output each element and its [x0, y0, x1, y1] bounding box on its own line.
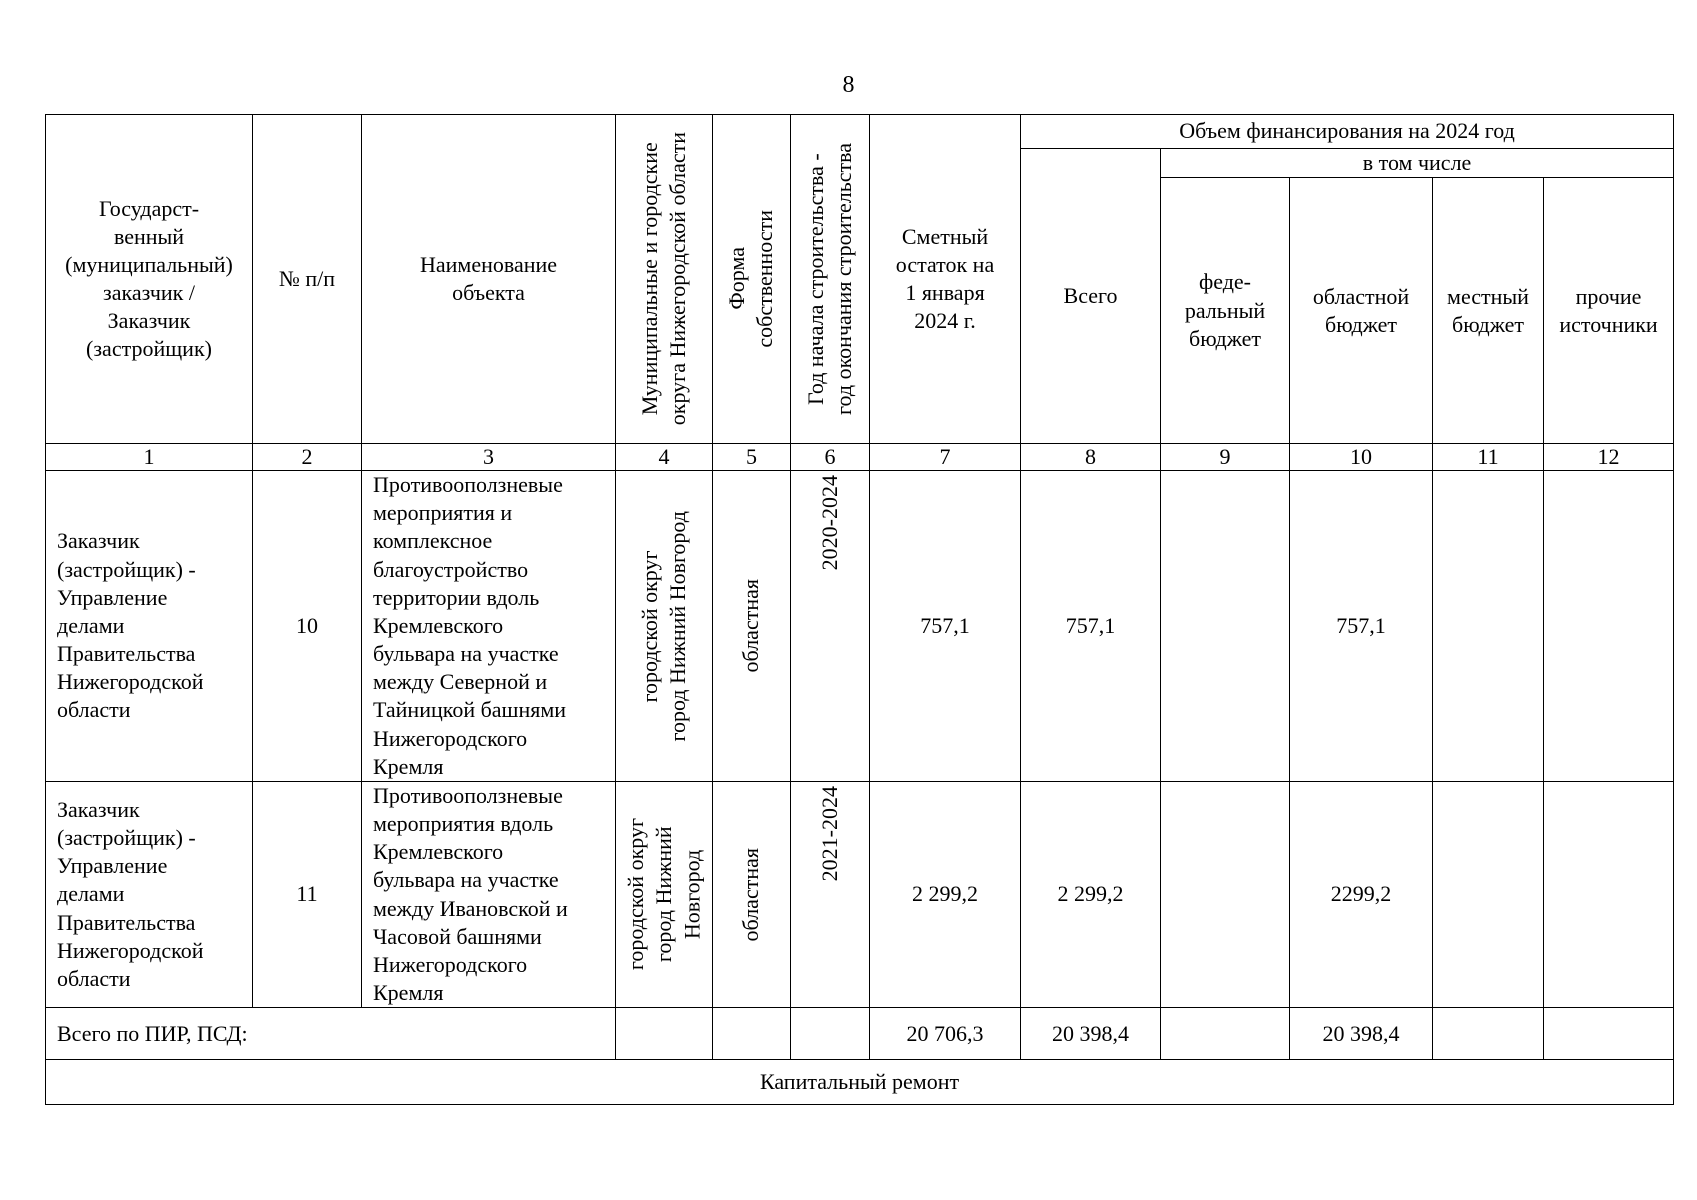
- header-including: в том числе: [1161, 149, 1674, 178]
- column-number: 4: [616, 444, 713, 471]
- financing-table: [45, 114, 1674, 1105]
- row-federal: [1161, 471, 1290, 782]
- row-customer: Заказчик (застройщик) - Управление делами Правительства Нижегородской области: [46, 781, 253, 1007]
- column-number: 7: [870, 444, 1021, 471]
- total-other: [1544, 1008, 1674, 1060]
- header-years: Год начала строительства - год окончания строительства: [802, 143, 856, 416]
- header-years-cell: [791, 115, 870, 444]
- page-number: 8: [842, 72, 855, 98]
- row-years-cell: [791, 471, 870, 782]
- total-ownership: [713, 1008, 791, 1060]
- table-row: [46, 781, 1674, 1007]
- total-federal: [1161, 1008, 1290, 1060]
- header-total: Всего: [1021, 149, 1161, 444]
- header-financing: Объем финансирования на 2024 год: [1021, 115, 1674, 149]
- row-customer: Заказчик (застройщик) - Управление делами Правительства Нижегородской области: [46, 471, 253, 782]
- column-number: 10: [1290, 444, 1433, 471]
- header-municipality: Муниципальные и городские округа Нижегородской области: [636, 132, 690, 426]
- header-federal: феде- ральный бюджет: [1161, 178, 1290, 444]
- section-label: Капитальный ремонт: [46, 1060, 1674, 1105]
- column-numbers-row: [46, 444, 1674, 471]
- total-years: [791, 1008, 870, 1060]
- column-number: 6: [791, 444, 870, 471]
- column-number: 11: [1433, 444, 1544, 471]
- header-ownership: Форма собственности: [724, 210, 778, 348]
- column-number: 1: [46, 444, 253, 471]
- row-object-name: Противооползневые мероприятия вдоль Кремлевского бульвара на участке между Ивановской и Часовой башнями Нижегородского Кремля: [362, 781, 616, 1007]
- total-total: 20 398,4: [1021, 1008, 1161, 1060]
- header-other: прочие источники: [1544, 178, 1674, 444]
- section-row: [46, 1060, 1674, 1105]
- column-number: 3: [362, 444, 616, 471]
- row-other: [1544, 781, 1674, 1007]
- row-other: [1544, 471, 1674, 782]
- header-local: местный бюджет: [1433, 178, 1544, 444]
- row-years: 2021-2024: [816, 785, 842, 882]
- row-ownership: областная: [738, 579, 764, 673]
- total-municipality: [616, 1008, 713, 1060]
- row-estimate: 757,1: [870, 471, 1021, 782]
- row-federal: [1161, 781, 1290, 1007]
- total-estimate: 20 706,3: [870, 1008, 1021, 1060]
- column-number: 2: [253, 444, 362, 471]
- header-estimate: Сметный остаток на 1 января 2024 г.: [870, 115, 1021, 444]
- row-municipality: городской округ город Нижний Новгород: [636, 510, 690, 742]
- header-ownership-cell: [713, 115, 791, 444]
- header-municipality-cell: [616, 115, 713, 444]
- row-total: 757,1: [1021, 471, 1161, 782]
- row-num: 10: [253, 471, 362, 782]
- row-regional: 757,1: [1290, 471, 1433, 782]
- column-number: 12: [1544, 444, 1674, 471]
- row-municipality-cell: [616, 781, 713, 1007]
- row-local: [1433, 781, 1544, 1007]
- row-municipality: городской округ город Нижний Новгород: [622, 818, 705, 971]
- row-years: 2020-2024: [816, 475, 842, 571]
- column-number: 9: [1161, 444, 1290, 471]
- column-number: 5: [713, 444, 791, 471]
- total-label: Всего по ПИР, ПСД:: [46, 1008, 616, 1060]
- row-ownership-cell: [713, 471, 791, 782]
- row-object-name: Противооползневые мероприятия и комплексное благоустройство территории вдоль Кремлевского бульвара на участке между Северной и Тайницкой башнями Нижегородского Кремля: [362, 471, 616, 782]
- table-row: [46, 471, 1674, 782]
- header-row-1: [46, 115, 1674, 149]
- row-estimate: 2 299,2: [870, 781, 1021, 1007]
- row-total: 2 299,2: [1021, 781, 1161, 1007]
- row-local: [1433, 471, 1544, 782]
- row-ownership: областная: [738, 847, 764, 942]
- total-regional: 20 398,4: [1290, 1008, 1433, 1060]
- row-years-cell: [791, 781, 870, 1007]
- header-customer: Государст- венный (муниципальный) заказчик / Заказчик (застройщик): [46, 115, 253, 444]
- row-municipality-cell: [616, 471, 713, 782]
- header-object-name: Наименование объекта: [362, 115, 616, 444]
- row-regional: 2299,2: [1290, 781, 1433, 1007]
- column-number: 8: [1021, 444, 1161, 471]
- row-ownership-cell: [713, 781, 791, 1007]
- row-num: 11: [253, 781, 362, 1007]
- header-num: № п/п: [253, 115, 362, 444]
- header-regional: областной бюджет: [1290, 178, 1433, 444]
- total-row: [46, 1008, 1674, 1060]
- total-local: [1433, 1008, 1544, 1060]
